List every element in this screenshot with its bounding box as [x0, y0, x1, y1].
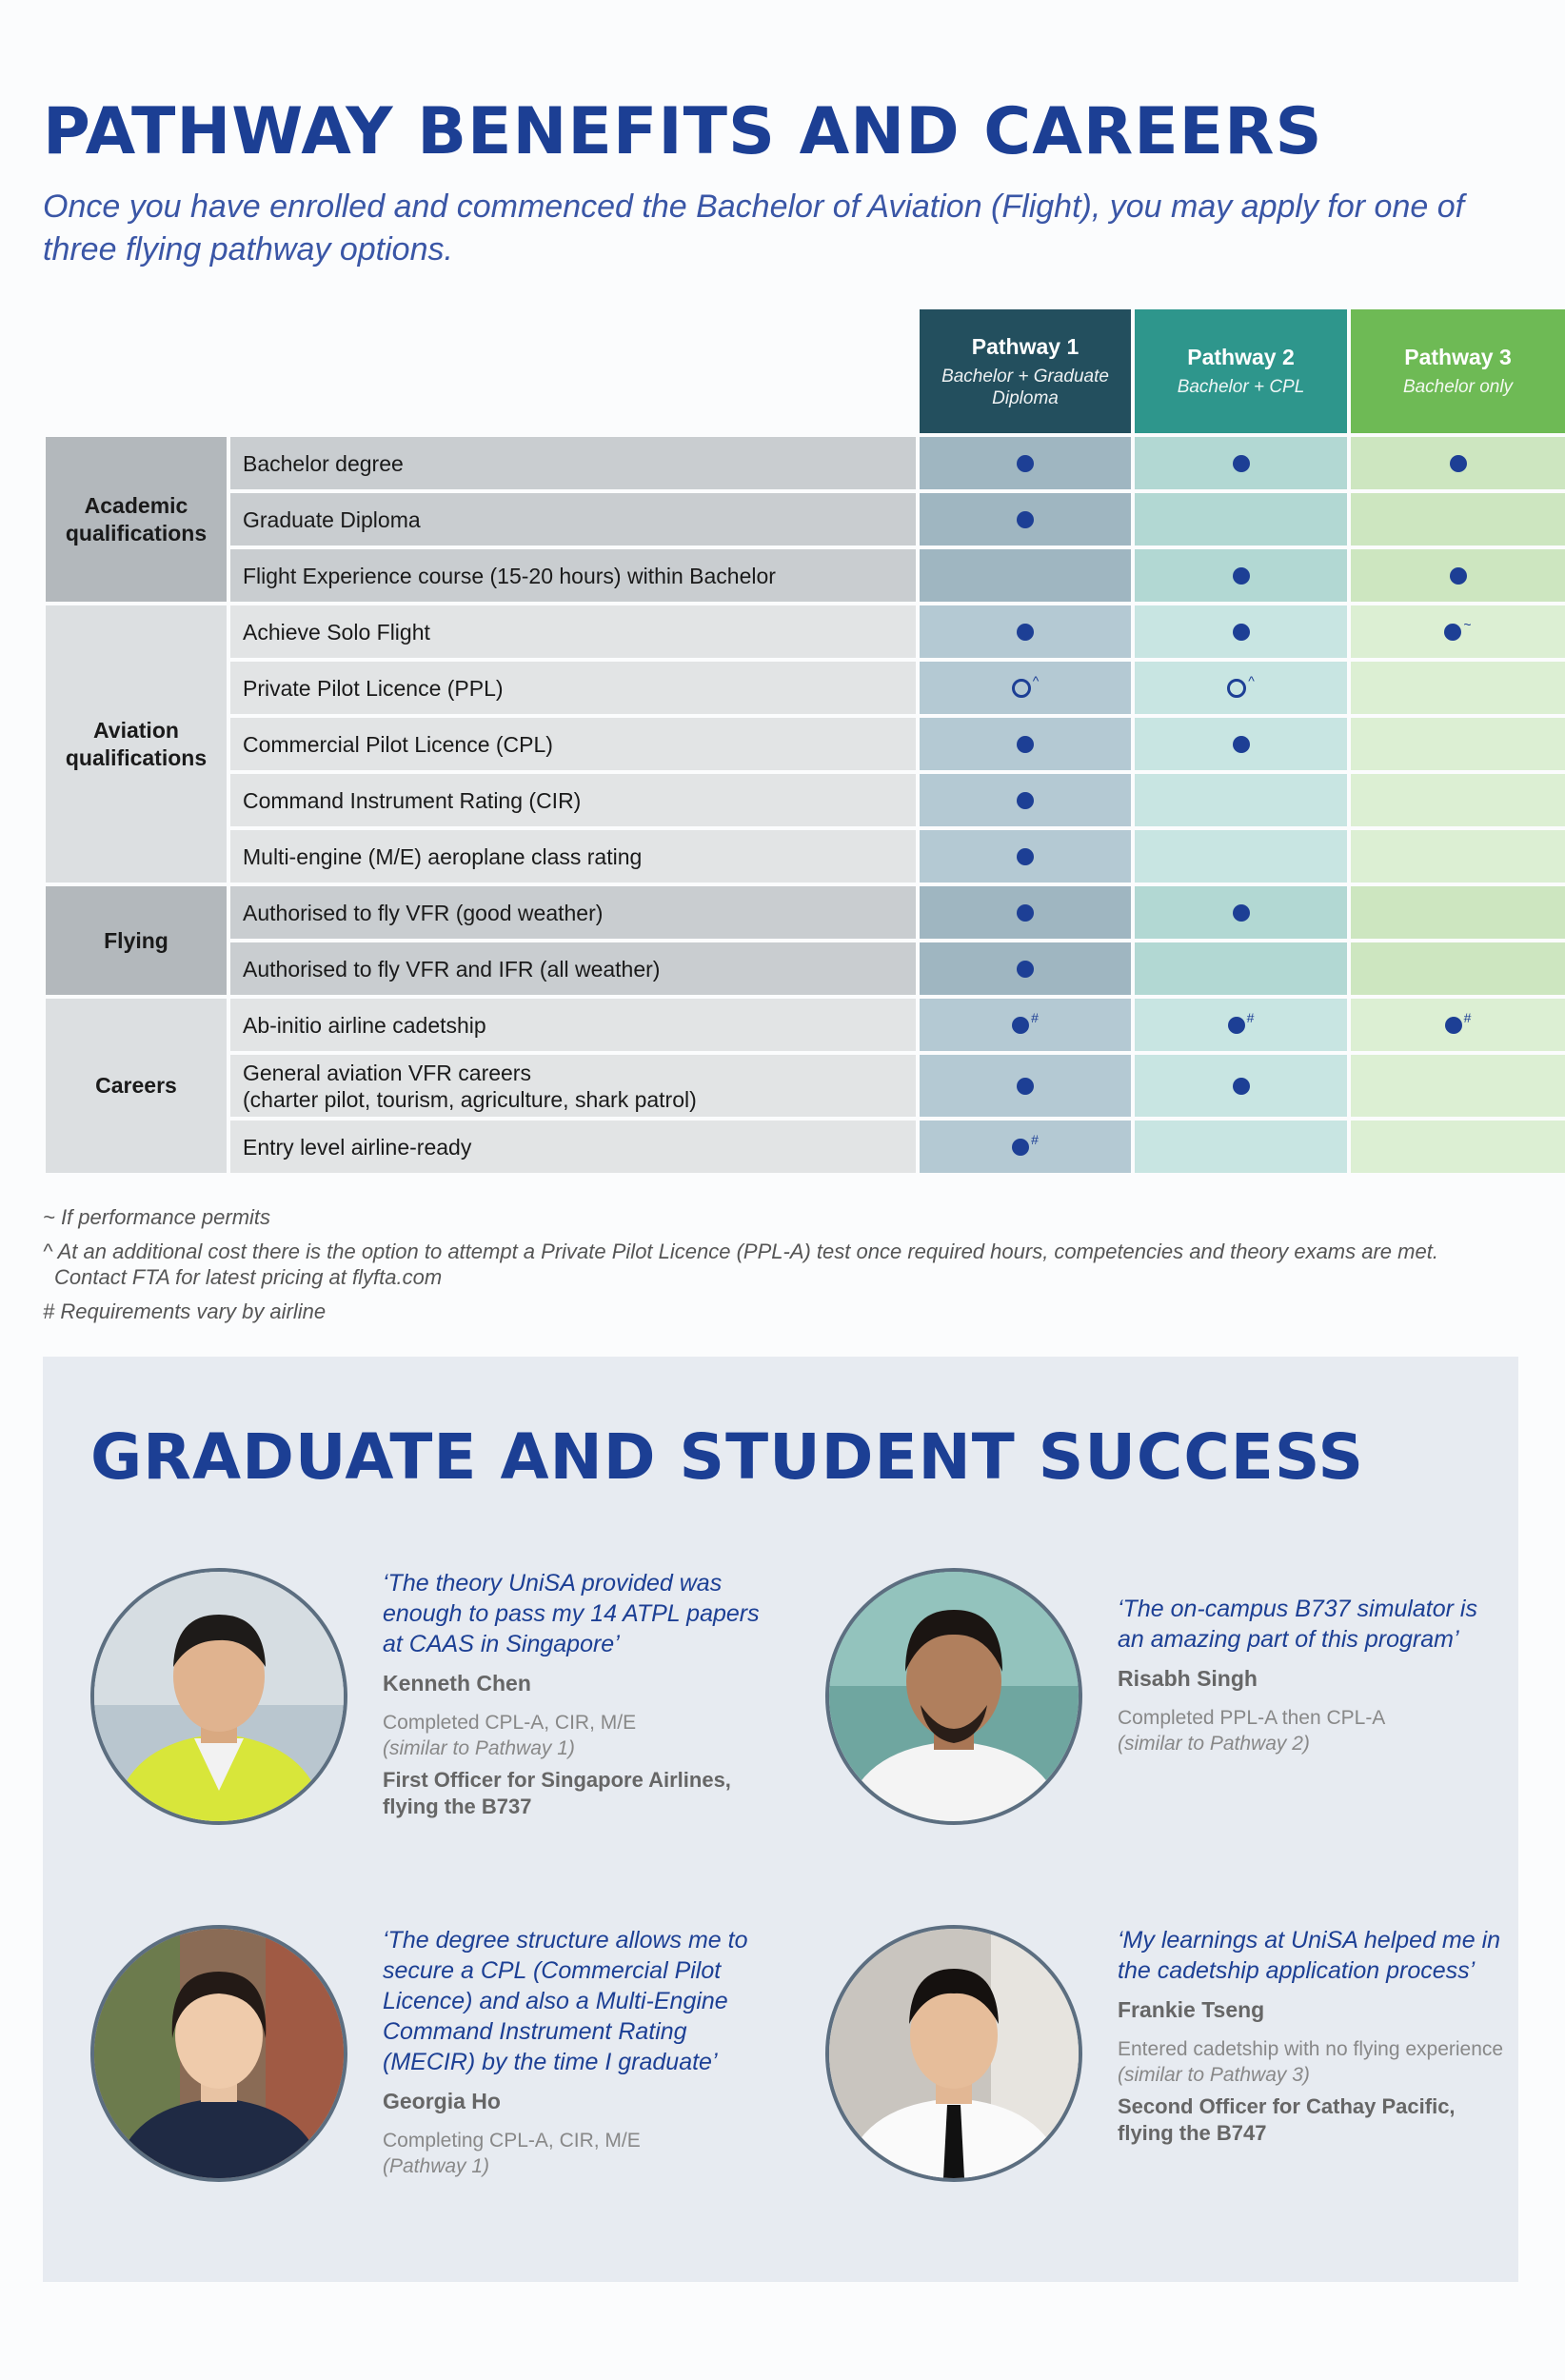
- pathway-1-cell: [920, 1121, 1131, 1173]
- included-dot-icon: [1450, 455, 1467, 472]
- pathway-2-cell: [1135, 942, 1347, 995]
- row-label: [230, 999, 916, 1051]
- avatar: [90, 1568, 347, 1825]
- pathway-1-cell: [920, 830, 1131, 883]
- included-dot-icon: [1233, 1078, 1250, 1095]
- story-name: Risabh Singh: [1118, 1666, 1258, 1691]
- pathway-1-subtitle: Bachelor + Graduate Diploma: [941, 366, 1109, 408]
- story-detail: Entered cadetship with no flying experience: [1118, 2038, 1504, 2060]
- avatar: [825, 1568, 1082, 1825]
- included-dot-icon: [1017, 736, 1034, 753]
- story-note: (similar to Pathway 3): [1118, 2064, 1310, 2086]
- pathway-3-cell: [1351, 1055, 1565, 1117]
- pathway-2-cell: [1135, 662, 1347, 714]
- story-note: (Pathway 1): [383, 2155, 490, 2177]
- story-note-wrap: [1118, 1731, 1508, 1756]
- pathway-3-subtitle: Bachelor only: [1402, 377, 1514, 397]
- included-dot-icon: [1017, 1078, 1034, 1095]
- pathway-2-cell: [1135, 493, 1347, 545]
- story-role: First Officer for Singapore Airlines, flying the B737: [383, 1768, 731, 1818]
- included-dot-icon: [1017, 511, 1034, 528]
- footnotes: [43, 1204, 1528, 1333]
- success-panel: [43, 1357, 1518, 2282]
- included-dot-icon: [1017, 848, 1034, 865]
- pathway-3-cell: [1351, 662, 1565, 714]
- pathway-table: [46, 309, 1515, 1180]
- portrait-cadet-pilot: [829, 1929, 1079, 2178]
- included-dot-icon: [1017, 455, 1034, 472]
- footnote-marker: ^: [1248, 672, 1255, 688]
- pathway-2-cell: [1135, 718, 1347, 770]
- pathway-3-cell: [1351, 1121, 1565, 1173]
- included-dot-icon: [1017, 904, 1034, 922]
- story-card: [825, 1568, 1511, 1854]
- group-academic: Academic qualifications: [46, 437, 227, 602]
- row-label: [230, 774, 916, 826]
- row-label: [230, 886, 916, 939]
- row-label: [230, 437, 916, 489]
- pathway-1-cell: [920, 662, 1131, 714]
- story-role: Second Officer for Cathay Pacific, flying the B747: [1118, 2094, 1456, 2145]
- pathway-2-subtitle: Bachelor + CPL: [1177, 377, 1305, 397]
- row-label: [230, 1055, 916, 1117]
- story-name: Georgia Ho: [383, 2089, 501, 2113]
- pathway-2-cell: [1135, 437, 1347, 489]
- row-label-text: Ab-initio airline cadetship: [243, 1012, 486, 1038]
- pathway-2-cell: [1135, 605, 1347, 658]
- row-label: [230, 549, 916, 602]
- row-label: [230, 718, 916, 770]
- pathway-3-cell: [1351, 718, 1565, 770]
- footnote-marker: #: [1463, 1009, 1472, 1025]
- pathway-1-cell: [920, 774, 1131, 826]
- included-dot-icon: [1012, 1017, 1029, 1034]
- avatar: [90, 1925, 347, 2182]
- story-text: [1118, 1594, 1508, 1756]
- included-dot-icon: [1445, 1017, 1462, 1034]
- pathway-1-header: [920, 309, 1131, 433]
- pathway-2-cell: [1135, 1055, 1347, 1117]
- row-label-text: Command Instrument Rating (CIR): [243, 787, 582, 813]
- pathway-1-cell: [920, 999, 1131, 1051]
- row-label: [230, 605, 916, 658]
- story-note-wrap: [383, 1735, 773, 1761]
- footnote-marker: #: [1031, 1131, 1039, 1147]
- included-dot-icon: [1233, 904, 1250, 922]
- table-corner: [46, 309, 916, 433]
- pathway-3-cell: [1351, 493, 1565, 545]
- row-label-text: Entry level airline-ready: [243, 1134, 472, 1160]
- row-label-text: Flight Experience course (15-20 hours) within Bachelor: [243, 563, 776, 588]
- story-detail: Completed PPL-A then CPL-A: [1118, 1707, 1386, 1729]
- story-detail: Completing CPL-A, CIR, M/E: [383, 2130, 641, 2152]
- pathway-2-cell: [1135, 830, 1347, 883]
- pathway-2-cell: [1135, 886, 1347, 939]
- story-quote: ‘The theory UniSA provided was enough to pass my 14 ATPL papers at CAAS in Singapore’: [383, 1570, 760, 1657]
- footnote-marker: #: [1246, 1009, 1255, 1025]
- group-aviation: Aviation qualifications: [46, 605, 227, 883]
- pathway-1-cell: [920, 437, 1131, 489]
- story-card: [90, 1568, 776, 1854]
- story-quote: ‘The on-campus B737 simulator is an amazing part of this program’: [1118, 1596, 1477, 1653]
- footnote-marker: ~: [1463, 616, 1472, 632]
- story-card: [90, 1925, 776, 2211]
- row-label: [230, 662, 916, 714]
- included-dot-icon: [1233, 624, 1250, 641]
- footnote-contact: Contact FTA for latest pricing at flyfta.com: [54, 1265, 443, 1289]
- story-detail: Completed CPL-A, CIR, M/E: [383, 1712, 637, 1734]
- pathway-3-cell: [1351, 942, 1565, 995]
- row-label-text: Bachelor degree: [243, 450, 404, 476]
- included-dot-icon: [1233, 736, 1250, 753]
- included-dot-icon: [1233, 455, 1250, 472]
- pathway-1-cell: [920, 549, 1131, 602]
- row-label-text: Private Pilot Licence (PPL): [243, 675, 504, 701]
- row-label-text: Graduate Diploma: [243, 506, 421, 532]
- pathway-2-cell: [1135, 1121, 1347, 1173]
- pathway-1-cell: [920, 493, 1131, 545]
- included-dot-icon: [1017, 624, 1034, 641]
- optional-ring-icon: [1012, 679, 1031, 698]
- avatar: [825, 1925, 1082, 2182]
- included-dot-icon: [1012, 1139, 1029, 1156]
- row-label: [230, 1121, 916, 1173]
- row-label-text: Authorised to fly VFR (good weather): [243, 900, 604, 925]
- row-label-text: Commercial Pilot Licence (CPL): [243, 731, 553, 757]
- included-dot-icon: [1228, 1017, 1245, 1034]
- pathway-1-title: Pathway 1: [971, 333, 1080, 359]
- footnote-airline: # Requirements vary by airline: [43, 1299, 327, 1323]
- pathway-3-cell: [1351, 605, 1565, 658]
- story-quote: ‘My learnings at UniSA helped me in the cadetship application process’: [1118, 1927, 1501, 1984]
- story-note-wrap: [1118, 2062, 1508, 2088]
- pathway-2-cell: [1135, 549, 1347, 602]
- pathway-3-cell: [1351, 549, 1565, 602]
- pathway-1-cell: [920, 718, 1131, 770]
- pathway-3-cell: [1351, 437, 1565, 489]
- included-dot-icon: [1444, 624, 1461, 641]
- story-text: [383, 1925, 773, 2179]
- row-label: [230, 830, 916, 883]
- pathway-2-cell: [1135, 999, 1347, 1051]
- story-text: [383, 1568, 773, 1820]
- pathway-3-cell: [1351, 999, 1565, 1051]
- intro-text: Once you have enrolled and commenced the Bachelor of Aviation (Flight), you may apply for one of three flying pathway options.: [43, 188, 1465, 268]
- footnote-marker: #: [1031, 1009, 1039, 1025]
- included-dot-icon: [1017, 961, 1034, 978]
- included-dot-icon: [1233, 567, 1250, 585]
- story-name: Kenneth Chen: [383, 1671, 531, 1696]
- footnote-ppl-cost: ^ At an additional cost there is the option to attempt a Private Pilot Licence (PPL-A) test once required hours, competencies and theory exams are met.: [43, 1240, 1438, 1263]
- footnote-marker: ^: [1032, 672, 1040, 688]
- row-label-text: Authorised to fly VFR and IFR (all weather): [243, 956, 661, 982]
- story-text: [1118, 1925, 1508, 2147]
- pathway-2-cell: [1135, 774, 1347, 826]
- row-label-text: Achieve Solo Flight: [243, 619, 430, 645]
- page-title: PATHWAY BENEFITS AND CAREERS: [43, 94, 1323, 169]
- group-careers: Careers: [46, 999, 227, 1173]
- pathway-3-title: Pathway 3: [1404, 345, 1512, 369]
- portrait-student-simulator: [829, 1572, 1079, 1821]
- portrait-student-outdoors: [94, 1929, 344, 2178]
- pathway-3-header: [1351, 309, 1565, 433]
- story-note: (similar to Pathway 2): [1118, 1733, 1310, 1755]
- story-note-wrap: [383, 2153, 773, 2179]
- pathway-1-cell: [920, 942, 1131, 995]
- pathway-1-cell: [920, 1055, 1131, 1117]
- pathway-3-cell: [1351, 830, 1565, 883]
- pathway-3-cell: [1351, 886, 1565, 939]
- pathway-3-cell: [1351, 774, 1565, 826]
- story-name: Frankie Tseng: [1118, 1997, 1265, 2022]
- story-quote: ‘The degree structure allows me to secure a CPL (Commercial Pilot Licence) and also a Multi-Engine Command Instrument Rating (MECIR) by the time I graduate’: [383, 1927, 748, 2075]
- optional-ring-icon: [1227, 679, 1246, 698]
- footnote-performance: ~ If performance permits: [43, 1205, 271, 1229]
- group-flying: Flying: [46, 886, 227, 995]
- row-label: [230, 493, 916, 545]
- story-note: (similar to Pathway 1): [383, 1737, 575, 1759]
- pathway-1-cell: [920, 886, 1131, 939]
- row-label-text: Multi-engine (M/E) aeroplane class rating: [243, 843, 643, 869]
- portrait-graduate-hi-vis: [94, 1572, 344, 1821]
- pathway-2-title: Pathway 2: [1187, 345, 1295, 369]
- row-label-text: General aviation VFR careers: [243, 1060, 531, 1085]
- row-label: [230, 942, 916, 995]
- included-dot-icon: [1450, 567, 1467, 585]
- success-title: GRADUATE AND STUDENT SUCCESS: [90, 1420, 1364, 1494]
- story-card: [825, 1925, 1511, 2211]
- pathway-2-header: [1135, 309, 1347, 433]
- pathway-1-cell: [920, 605, 1131, 658]
- row-label-subtext: (charter pilot, tourism, agriculture, shark patrol): [243, 1086, 697, 1112]
- included-dot-icon: [1017, 792, 1034, 809]
